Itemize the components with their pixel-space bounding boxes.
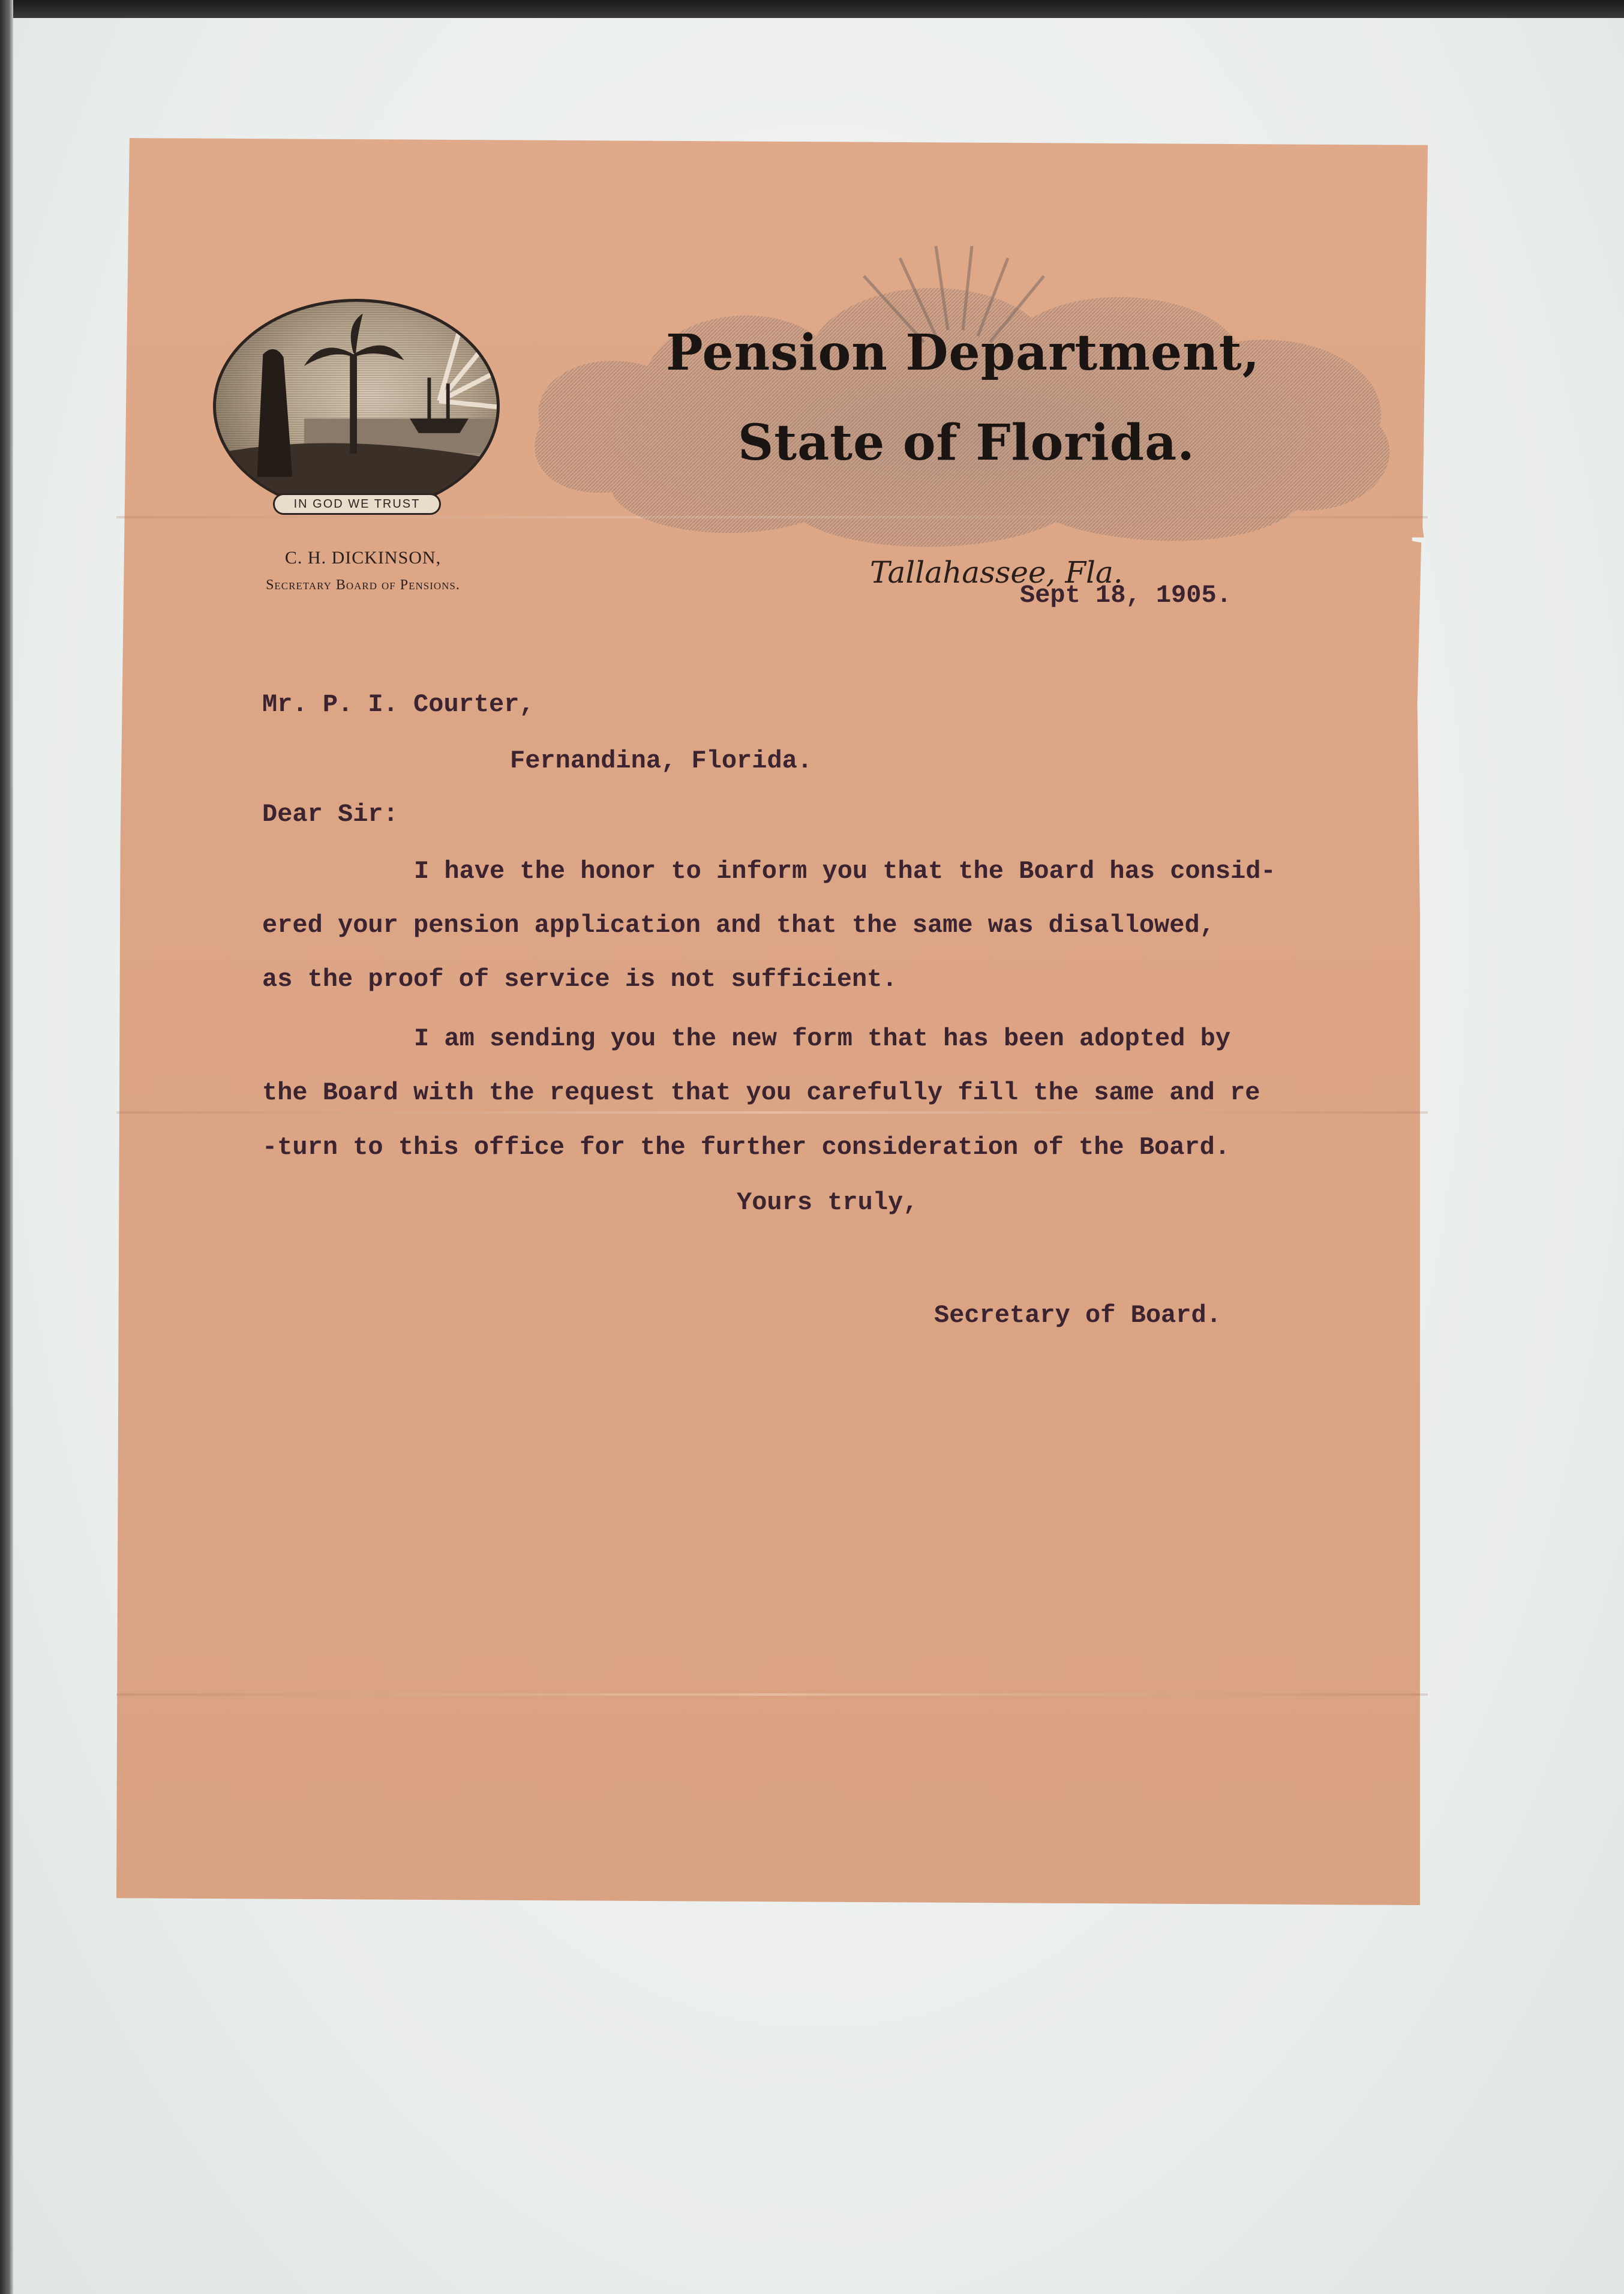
scan-frame-top xyxy=(0,0,1624,18)
letter-signature-title: Secretary of Board. xyxy=(934,1301,1221,1330)
paragraph2-line: I am sending you the new form that has been adopted by xyxy=(414,1024,1231,1053)
paragraph1-line: as the proof of service is not sufficient. xyxy=(262,965,897,994)
letter-closing: Yours truly, xyxy=(737,1188,918,1217)
paper-fold-line xyxy=(116,1111,1428,1114)
letter-addressee: Mr. P. I. Courter, xyxy=(262,690,535,719)
letterhead-cloud-ornament xyxy=(516,246,1416,564)
letterhead-place: Tallahassee, Fla. xyxy=(870,555,1123,590)
letter-date: Sept 18, 1905. xyxy=(1020,581,1232,610)
scan-frame-left xyxy=(0,0,13,2294)
paragraph2-line: -turn to this office for the further consideration of the Board. xyxy=(262,1133,1230,1162)
letter-salutation: Dear Sir: xyxy=(262,800,398,829)
florida-state-seal xyxy=(213,299,500,514)
secretary-title: Secretary Board of Pensions. xyxy=(266,577,460,593)
paragraph1-line: I have the honor to inform you that the Board has consid- xyxy=(414,857,1276,886)
letter-address-city: Fernandina, Florida. xyxy=(510,746,813,775)
secretary-name: C. H. DICKINSON, xyxy=(284,548,442,568)
paragraph1-line: ered your pension application and that the same was disallowed, xyxy=(262,911,1215,940)
seal-motto-ribbon: IN GOD WE TRUST xyxy=(273,493,441,515)
paragraph2-line: the Board with the request that you carefully fill the same and re xyxy=(262,1078,1260,1107)
letterhead-title-line1: Pension Department, xyxy=(666,324,1260,382)
letterhead-title-line2: State of Florida. xyxy=(738,414,1195,472)
paper-fold-line xyxy=(116,1693,1428,1696)
